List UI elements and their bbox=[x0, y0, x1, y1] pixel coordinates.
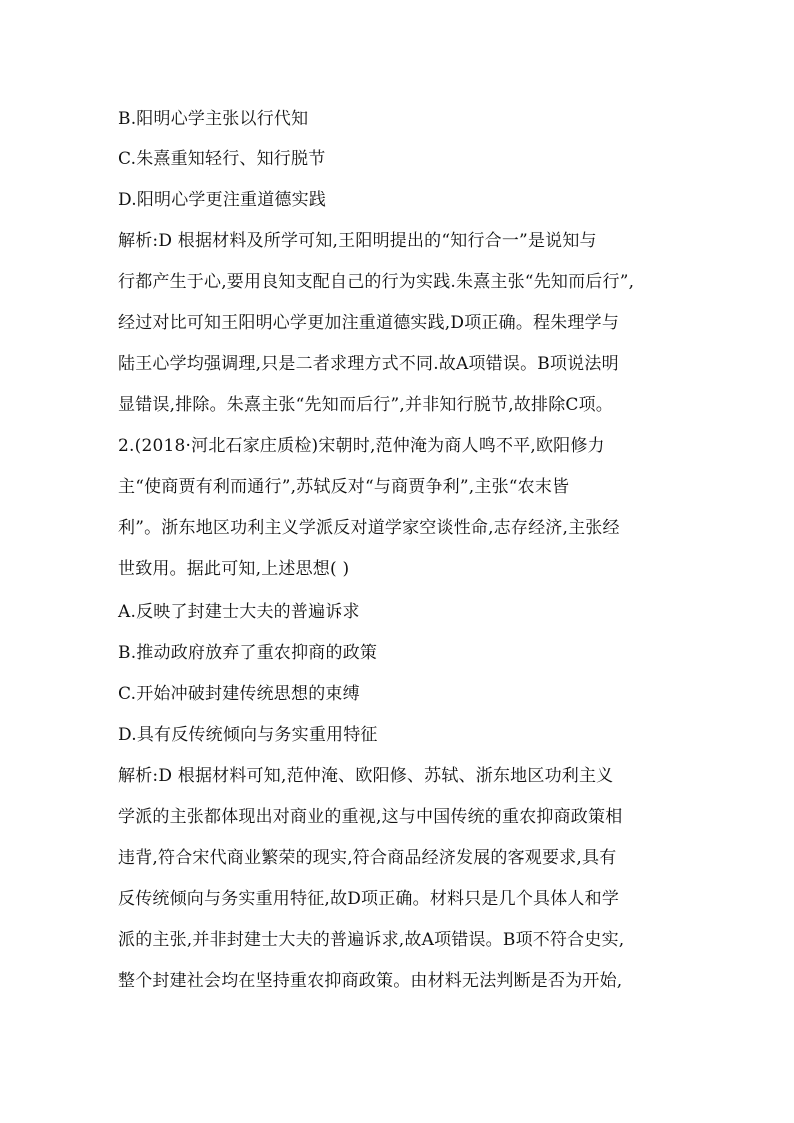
question-2-line-4: 世致用。据此可知,上述思想( ) bbox=[118, 559, 350, 579]
analysis-2-line-6: 整个封建社会均在坚持重农抑商政策。由材料无法判断是否为开始, bbox=[118, 971, 623, 991]
question-2-line-3: 利”。浙东地区功利主义学派反对道学家空谈性命,志存经济,主张经 bbox=[118, 518, 620, 538]
option-c-2: C.开始冲破封建传统思想的束缚 bbox=[118, 684, 360, 704]
option-b-2: B.推动政府放弃了重农抑商的政策 bbox=[118, 643, 378, 663]
analysis-2-line-4: 反传统倾向与务实重用特征,故D项正确。材料只是几个具体人和学 bbox=[118, 889, 620, 909]
option-b-1: B.阳明心学主张以行代知 bbox=[118, 109, 309, 129]
analysis-1-line-1: 解析:D 根据材料及所学可知,王阳明提出的“知行合一”是说知与 bbox=[118, 231, 597, 251]
question-2-line-2: 主“使商贾有利而通行”,苏轼反对“与商贾争利”,主张“农末皆 bbox=[118, 477, 570, 497]
option-a-2: A.反映了封建士大夫的普遍诉求 bbox=[118, 602, 360, 622]
analysis-2-line-1: 解析:D 根据材料可知,范仲淹、欧阳修、苏轼、浙东地区功利主义 bbox=[118, 766, 614, 786]
analysis-1-line-3: 经过对比可知王阳明心学更加注重道德实践,D项正确。程朱理学与 bbox=[118, 313, 620, 333]
analysis-1-line-4: 陆王心学均强调理,只是二者求理方式不同.故A项错误。B项说法明 bbox=[118, 354, 619, 374]
analysis-1-line-5: 显错误,排除。朱熹主张“先知而后行”,并非知行脱节,故排除C项。 bbox=[118, 395, 613, 415]
option-d-1: D.阳明心学更注重道德实践 bbox=[118, 190, 327, 210]
analysis-2-line-2: 学派的主张都体现出对商业的重视,这与中国传统的重农抑商政策相 bbox=[118, 807, 623, 827]
option-c-1: C.朱熹重知轻行、知行脱节 bbox=[118, 149, 326, 169]
option-d-2: D.具有反传统倾向与务实重用特征 bbox=[118, 725, 378, 745]
analysis-1-line-2: 行都产生于心,要用良知支配自己的行为实践.朱熹主张“先知而后行”, bbox=[118, 272, 635, 292]
analysis-2-line-3: 违背,符合宋代商业繁荣的现实,符合商品经济发展的客观要求,具有 bbox=[118, 848, 617, 868]
analysis-2-line-5: 派的主张,并非封建士大夫的普遍诉求,故A项错误。B项不符合史实, bbox=[118, 930, 625, 950]
question-2-line-1: 2.(2018·河北石家庄质检)宋朝时,范仲淹为商人鸣不平,欧阳修力 bbox=[118, 436, 605, 456]
